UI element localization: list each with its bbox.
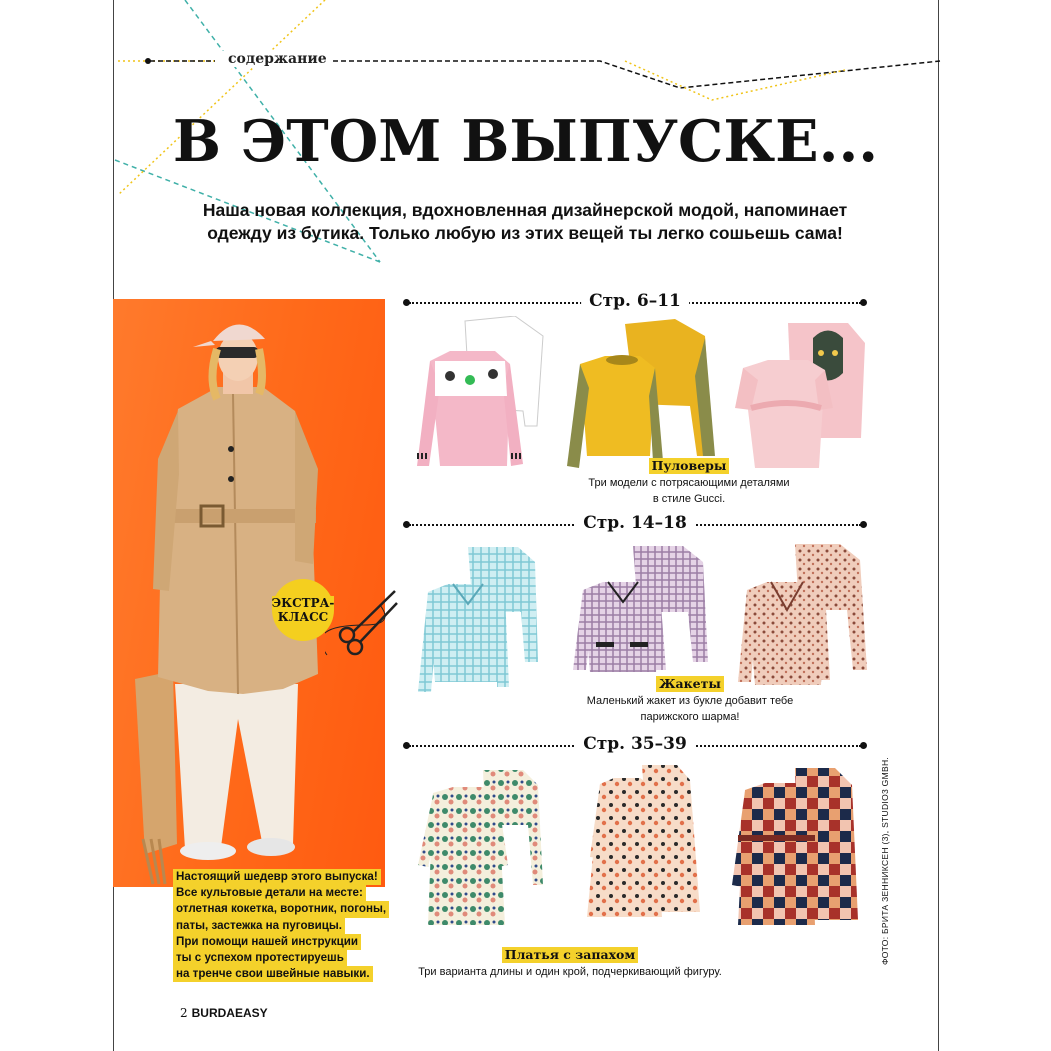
pink-tiger-blouse-image bbox=[733, 318, 873, 473]
page-number: 2 bbox=[180, 1006, 188, 1020]
category-desc-sweaters-2: в стиле Gucci. bbox=[652, 493, 726, 505]
page-title: В ЭТОМ ВЫПУСКЕ... bbox=[172, 108, 879, 175]
intro-text bbox=[170, 199, 880, 245]
category-sweaters bbox=[580, 457, 798, 507]
page-footer bbox=[180, 1006, 268, 1020]
hero-caption-line-2: Все культовые детали на месте: bbox=[173, 885, 366, 901]
pink-sweatshirt-image bbox=[415, 316, 545, 476]
purple-boucle-jacket-image bbox=[568, 542, 718, 677]
page-reference-3: Стр. 35–39 bbox=[575, 734, 695, 754]
section-divider-2 bbox=[403, 513, 867, 533]
category-desc-jackets-2: парижского шарма! bbox=[640, 711, 740, 723]
category-dresses bbox=[410, 946, 730, 980]
section-label: содержание bbox=[222, 51, 333, 67]
category-jackets bbox=[575, 675, 805, 725]
peach-print-midi-dress-image bbox=[582, 762, 702, 922]
category-desc-sweaters-1: Три модели с потрясающими деталями bbox=[588, 477, 790, 489]
hero-caption-line-5: При помощи нашей инструкции bbox=[173, 934, 361, 950]
section-divider-1 bbox=[403, 291, 867, 311]
category-title-dresses: Платья с запахом bbox=[502, 947, 638, 963]
page-reference-2: Стр. 14–18 bbox=[575, 513, 695, 533]
hero-caption-line-3: отлетная кокетка, воротник, погоны, bbox=[173, 901, 389, 917]
mustard-sweater-image bbox=[565, 316, 715, 471]
category-desc-jackets-1: Маленький жакет из букле добавит тебе bbox=[586, 695, 794, 707]
scissors-icon bbox=[325, 585, 405, 665]
category-desc-dresses-1: Три варианта длины и один крой, подчеркивающий фигуру. bbox=[418, 966, 722, 978]
hero-caption bbox=[173, 869, 389, 982]
blue-boucle-jacket-image bbox=[413, 542, 543, 697]
brown-print-jacket-image bbox=[735, 540, 875, 690]
section-divider-3 bbox=[403, 734, 867, 754]
page-reference-1: Стр. 6–11 bbox=[581, 291, 689, 311]
hero-caption-line-4: паты, застежка на пуговицы. bbox=[173, 918, 345, 934]
intro-line-2: одежду из бутика. Только любую из этих вещей ты легко сошьешь сама! bbox=[207, 223, 843, 243]
green-floral-wrap-dress-image bbox=[413, 765, 553, 935]
category-title-jackets: Жакеты bbox=[656, 676, 724, 692]
badge-line-1: ЭКСТРА- bbox=[271, 596, 335, 610]
category-title-sweaters: Пуловеры bbox=[649, 458, 730, 474]
hero-caption-line-7: на тренче свои швейные навыки. bbox=[173, 966, 373, 982]
patchwork-wrap-dress-image bbox=[730, 765, 865, 935]
magazine-name: BURDAEASY bbox=[191, 1006, 268, 1020]
hero-caption-line-1: Настоящий шедевр этого выпуска! bbox=[173, 869, 381, 885]
photo-credit: ФОТО: БРИТА ЗЕННИКСЕН (3), STUDIO3 GMBH. bbox=[880, 756, 890, 965]
hero-caption-line-6: ты с успехом протестируешь bbox=[173, 950, 347, 966]
intro-line-1: Наша новая коллекция, вдохновленная дизайнерской модой, напоминает bbox=[202, 200, 848, 220]
badge-line-2: КЛАСС bbox=[277, 610, 329, 624]
